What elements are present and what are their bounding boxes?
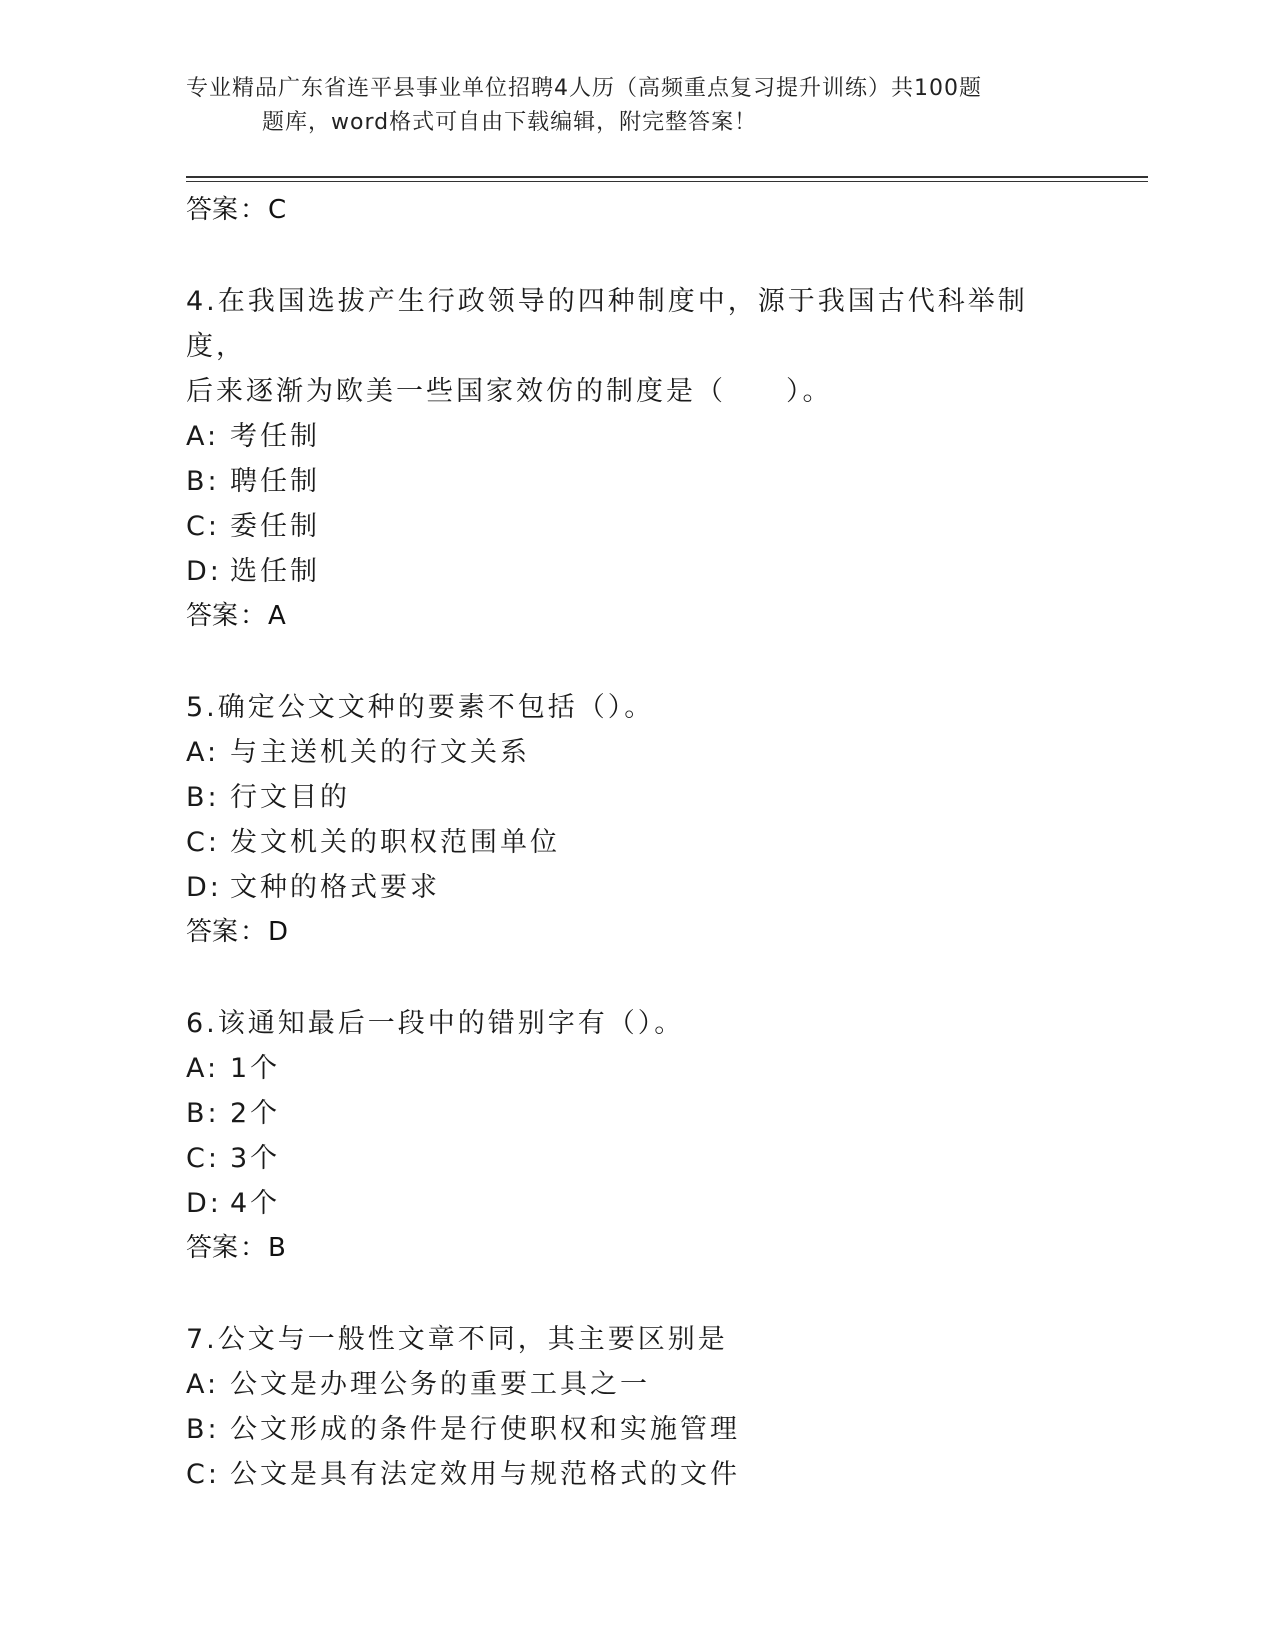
option-key: C: (186, 511, 220, 542)
option-c (186, 1452, 1086, 1497)
option-text: 文种的格式要求 (230, 872, 440, 903)
option-b (186, 1091, 1086, 1136)
option-text: 4个 (230, 1188, 281, 1219)
question-stem: 4.在我国选拔产生行政领导的四种制度中，源于我国古代科举制度， (186, 286, 1028, 362)
answer-line: 答案：A (186, 601, 286, 631)
option-key: A: (186, 1053, 220, 1084)
question-block (186, 1001, 1086, 1271)
option-text: 3个 (230, 1143, 281, 1174)
option-c (186, 504, 1086, 549)
option-text: 公文是办理公务的重要工具之一 (230, 1369, 650, 1400)
option-text: 公文是具有法定效用与规范格式的文件 (230, 1459, 740, 1490)
answer-label: 答案 (186, 917, 239, 947)
option-key: D: (186, 872, 222, 903)
option-key: B: (186, 1414, 220, 1445)
header-rule-thin (186, 181, 1148, 182)
option-key: B: (186, 466, 220, 497)
document-header (186, 72, 1086, 140)
answer-value: D (268, 917, 289, 947)
answer-line: 答案：D (186, 917, 289, 947)
option-key: B: (186, 782, 220, 813)
answer-label: 答案 (186, 601, 239, 631)
answer-line: 答案：B (186, 1233, 286, 1263)
option-key: C: (186, 1143, 220, 1174)
option-key: A: (186, 737, 220, 768)
option-key: C: (186, 1459, 220, 1490)
option-d (186, 865, 1086, 910)
question-list (186, 188, 1086, 1497)
option-key: B: (186, 1098, 220, 1129)
answer-line: 答案：C (186, 195, 287, 225)
question-block (186, 1317, 1086, 1497)
question-block (186, 685, 1086, 955)
question-stem: 7.公文与一般性文章不同，其主要区别是 (186, 1324, 728, 1355)
header-title-line2: 题库，word格式可自由下载编辑，附完整答案！ (262, 110, 758, 135)
option-text: 发文机关的职权范围单位 (230, 827, 560, 858)
option-text: 与主送机关的行文关系 (230, 737, 530, 768)
option-text: 委任制 (230, 511, 320, 542)
option-b (186, 459, 1086, 504)
answer-label: 答案 (186, 195, 239, 225)
option-a (186, 730, 1086, 775)
option-c (186, 1136, 1086, 1181)
question-stem: 6.该通知最后一段中的错别字有（）。 (186, 1008, 685, 1039)
option-b (186, 1407, 1086, 1452)
option-key: A: (186, 421, 220, 452)
option-key: D: (186, 1188, 222, 1219)
option-key: D: (186, 556, 222, 587)
option-text: 公文形成的条件是行使职权和实施管理 (230, 1414, 740, 1445)
option-d (186, 549, 1086, 594)
option-a (186, 1046, 1086, 1091)
option-text: 1个 (230, 1053, 281, 1084)
header-rule-thick (186, 176, 1148, 178)
option-text: 选任制 (230, 556, 320, 587)
answer-value: C (268, 195, 287, 225)
answer-value: A (268, 601, 286, 631)
option-a (186, 414, 1086, 459)
question-block (186, 279, 1086, 639)
option-key: C: (186, 827, 220, 858)
question-stem-continued: 后来逐渐为欧美一些国家效仿的制度是（ ）。 (186, 376, 833, 407)
option-text: 考任制 (230, 421, 320, 452)
option-d (186, 1181, 1086, 1226)
answer-label: 答案 (186, 1233, 239, 1263)
option-c (186, 820, 1086, 865)
option-text: 行文目的 (230, 782, 350, 813)
header-title-line1: 专业精品广东省连平县事业单位招聘4人历（高频重点复习提升训练）共100题 (186, 76, 982, 101)
answer-value: B (268, 1233, 286, 1263)
option-key: A: (186, 1369, 220, 1400)
option-b (186, 775, 1086, 820)
option-text: 聘任制 (230, 466, 320, 497)
option-a (186, 1362, 1086, 1407)
option-text: 2个 (230, 1098, 281, 1129)
question-stem: 5.确定公文文种的要素不包括（）。 (186, 692, 655, 723)
